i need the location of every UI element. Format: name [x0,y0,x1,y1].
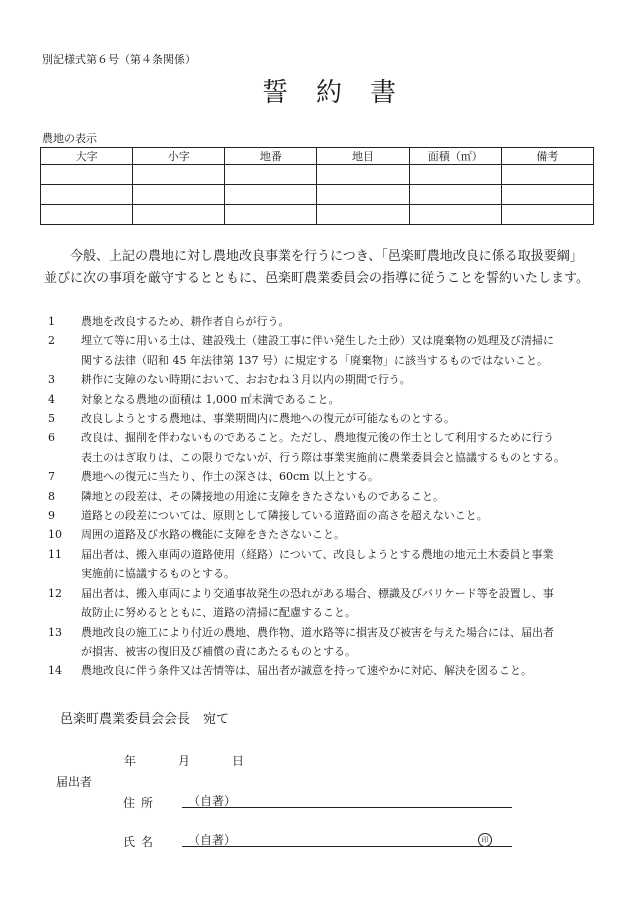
rule-text-line: 農地改良に伴う条件又は苦情等は、届出者が誠意を持って速やかに対応、解決を図ること。 [81,664,532,678]
date-month: 月 [178,754,191,768]
intro-line-2: 並びに次の事項を厳守するとともに、邑楽町農業委員会の指導に従うことを誓約いたします。 [44,271,589,286]
land-table-cell[interactable] [317,205,409,225]
rule-text [81,661,608,680]
date-year: 年 [124,754,137,768]
rule-text-line: 農地改良の施工により付近の農地、農作物、道水路等に損害及び被害を与えた場合には、届出者 [81,625,554,639]
land-table-cell[interactable] [225,165,317,185]
rule-number: 9 [48,509,55,523]
addressee: 邑楽町農業委員会会長 宛て [60,712,230,727]
land-table-row [41,205,594,225]
intro-line-1: 今般、上記の農地に対し農地改良事業を行うにつき、「邑楽町農地改良に係る取扱要綱」 [70,249,583,264]
rule-text [81,331,608,370]
rule-number: 13 [48,625,62,639]
rule-text [81,623,608,662]
land-table-cell[interactable] [317,165,409,185]
rule-text-line: 改良しようとする農地は、事業期間内に農地への復元が可能なものとする。 [81,412,455,426]
rule-text [81,370,608,389]
rule-text-line: 農地を改良するため、耕作者自らが行う。 [81,315,290,328]
land-table-cell[interactable] [501,205,593,225]
rule-text [81,506,608,525]
rule-number: 4 [48,392,55,406]
rule-item [48,467,608,486]
rule-item [48,623,608,662]
rule-text-line: 故防止に努めるとともに、道路の清掃に配慮すること。 [81,606,356,620]
rule-text [81,487,608,506]
rules-list [48,312,608,681]
rule-text-line: 改良は、掘削を伴わないものであること。ただし、農地復元後の作土として利用するために行う [81,431,554,445]
rule-item [48,428,608,467]
rule-item [48,545,608,584]
land-table-cell[interactable] [133,165,225,185]
land-table-row [41,185,594,205]
rule-number: 3 [48,373,55,387]
rule-text-line: 表土のはぎ取りは、この限りでないが、行う際は事業実施前に農業委員会と協議するものとする。 [81,450,565,464]
date-day: 日 [232,754,245,768]
rule-text-line: 実施前に協議するものとする。 [81,567,235,581]
land-table-cell[interactable] [501,165,593,185]
rule-text-line: 周囲の道路及び水路の機能に支障をきたさないこと。 [81,528,345,542]
address-label: 住所 [123,796,160,810]
land-table-cell[interactable] [133,205,225,225]
submitter-label: 届出者 [56,775,93,789]
address-hint: （自著） [188,794,237,808]
land-table [40,147,594,225]
rule-text [81,525,608,544]
rule-number: 8 [48,489,55,503]
intro-paragraph [44,246,604,290]
rule-text-line: 埋立て等に用いる土は、建設残土（建設工事に伴い発生した土砂）又は廃棄物の処理及び清掃に [81,334,554,348]
rule-text [81,428,608,467]
rule-item [48,331,608,370]
rule-item [48,370,608,389]
rule-number: 11 [48,547,62,561]
rule-text-line: 隣地との段差は、その隣接地の用途に支障をきたさないものであること。 [81,489,444,503]
rule-text [81,409,608,428]
rule-number: 2 [48,334,55,348]
land-table-cell[interactable] [225,185,317,205]
land-section-label: 農地の表示 [42,132,97,145]
land-table-cell[interactable] [409,185,501,205]
rule-number: 6 [48,431,55,445]
name-hint: （自著） [188,833,237,847]
rule-number: 1 [48,315,55,328]
rule-text [81,467,608,486]
rule-item [48,409,608,428]
col-koaza: 小字 [133,148,225,165]
land-table-cell[interactable] [41,205,133,225]
land-table-header-row [41,148,594,165]
rule-item [48,661,608,680]
rule-item [48,506,608,525]
rule-item [48,390,608,409]
land-table-cell[interactable] [317,185,409,205]
rule-text [81,312,608,331]
col-oaza: 大字 [41,148,133,165]
rule-text [81,545,608,584]
page-title: 誓約書 [261,78,424,108]
rule-text-line: 耕作に支障のない時期において、おおむね３月以内の期間で行う。 [81,373,411,387]
rule-text [81,390,608,409]
name-label: 氏名 [123,835,160,849]
rule-text [81,584,608,623]
col-chiban: 地番 [225,148,317,165]
rule-item [48,584,608,623]
rule-text-line: 道路との段差については、原則として隣接している道路面の高さを超えないこと。 [81,509,488,523]
rule-number: 5 [48,412,55,426]
address-field[interactable] [182,792,512,808]
rule-text-line: 届出者は、搬入車両により交通事故発生の恐れがある場合、標識及びバリケード等を設置し、事 [81,586,554,600]
name-field[interactable] [182,831,512,847]
land-table-cell[interactable] [133,185,225,205]
col-remarks: 備考 [501,148,593,165]
rule-text-line: が損害、被害の復旧及び補償の責にあたるものとする。 [81,644,356,658]
land-table-row [41,165,594,185]
land-table-cell[interactable] [41,185,133,205]
rule-item [48,312,608,331]
land-table-cell[interactable] [409,165,501,185]
land-table-cell[interactable] [409,205,501,225]
land-table-cell[interactable] [225,205,317,225]
rule-number: 12 [48,586,62,600]
rule-text-line: 届出者は、搬入車両の道路使用（経路）について、改良しようとする農地の地元土木委員と事業 [81,547,554,561]
rule-number: 10 [48,528,62,542]
rule-text-line: 関する法律（昭和 45 年法律第 137 号）に規定する「廃棄物」に該当するものではないこと。 [81,353,548,367]
form-number: 別記様式第６号（第４条関係） [42,53,196,66]
col-area: 面積（㎡） [409,148,501,165]
rule-text-line: 対象となる農地の面積は 1,000 ㎡未満であること。 [81,392,340,406]
rule-item [48,525,608,544]
land-table-cell[interactable] [41,165,133,185]
rule-number: 7 [48,470,55,484]
rule-number: 14 [48,664,62,678]
rule-item [48,487,608,506]
land-table-cell[interactable] [501,185,593,205]
col-chimoku: 地目 [317,148,409,165]
rule-text-line: 農地への復元に当たり、作土の深さは、60cm 以上とする。 [81,470,380,484]
seal-icon: 印 [478,833,492,847]
